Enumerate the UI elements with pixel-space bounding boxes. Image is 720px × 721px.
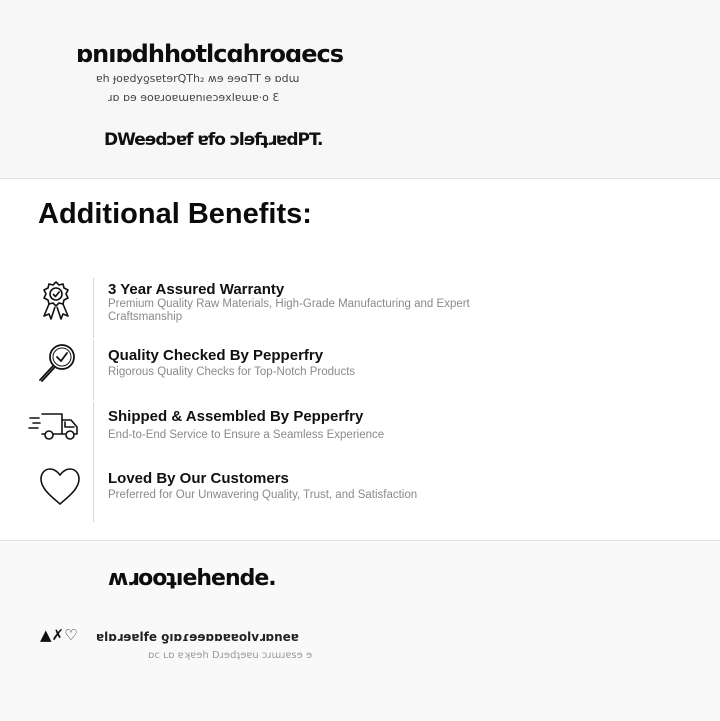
delivery-truck-icon bbox=[28, 408, 80, 452]
magnifier-check-icon bbox=[34, 340, 86, 384]
bottom-heading-text: ʍɹooʇıehende. bbox=[108, 566, 276, 591]
benefit-title: Quality Checked By Pepperfry bbox=[108, 347, 324, 364]
benefit-description: End-to-End Service to Ensure a Seamless Experience bbox=[108, 429, 385, 441]
top-subheading-text: DWeɘdɔɐf ɐfo ɔlɘfʇɹɐdPT. bbox=[104, 130, 323, 150]
benefit-item-warranty bbox=[0, 278, 720, 338]
benefit-description: Preferred for Our Unwavering Quality, Trust, and Satisfaction bbox=[108, 489, 418, 501]
bottom-item-title: ɐlɒɹɘɐlfe ƍıɒɾɘɘɒɒɐɐolvɹɒneɐ bbox=[96, 630, 299, 644]
top-subtext-2: ɹɒ ɒɘ ɘoɐɹoɐɯɐnıeɔɘxlɐɯɐ·o Ɛ bbox=[108, 91, 280, 104]
benefit-description: Premium Quality Raw Materials, High-Grade Manufacturing and Expert Craftsmanship bbox=[108, 298, 470, 323]
heart-icon bbox=[34, 464, 86, 508]
benefit-item-loved bbox=[0, 462, 720, 522]
benefit-divider bbox=[93, 402, 94, 462]
top-section bbox=[0, 0, 720, 179]
benefit-item-quality bbox=[0, 340, 720, 400]
benefits-title: Additional Benefits: bbox=[38, 198, 312, 230]
benefit-divider bbox=[93, 462, 94, 522]
top-subtext-1: ɐh ɟoɐdyƍsɐtɘrQTh₂ ʍɘ ɘɘɑTT ɘ ɒdɯ bbox=[96, 72, 300, 85]
benefit-title: 3 Year Assured Warranty bbox=[108, 281, 285, 298]
award-badge-icon bbox=[34, 280, 86, 324]
benefit-divider bbox=[93, 278, 94, 338]
bottom-item-subtext: ɒc ʟɒ ɐʞɐɘh Dɹɘdʇɘɐu ɔɹɯɹɐsɘ ɘ bbox=[148, 650, 313, 661]
benefit-item-shipping bbox=[0, 402, 720, 462]
benefit-title: Shipped & Assembled By Pepperfry bbox=[108, 408, 364, 425]
benefit-title: Loved By Our Customers bbox=[108, 470, 289, 487]
benefit-description: Rigorous Quality Checks for Top-Notch Products bbox=[108, 366, 356, 378]
benefit-divider bbox=[93, 340, 94, 400]
top-heading-text: ɒnıɒdhhotlcɑhroɑecs bbox=[76, 40, 343, 68]
bottom-icons: ▲✗♡ bbox=[40, 626, 78, 644]
